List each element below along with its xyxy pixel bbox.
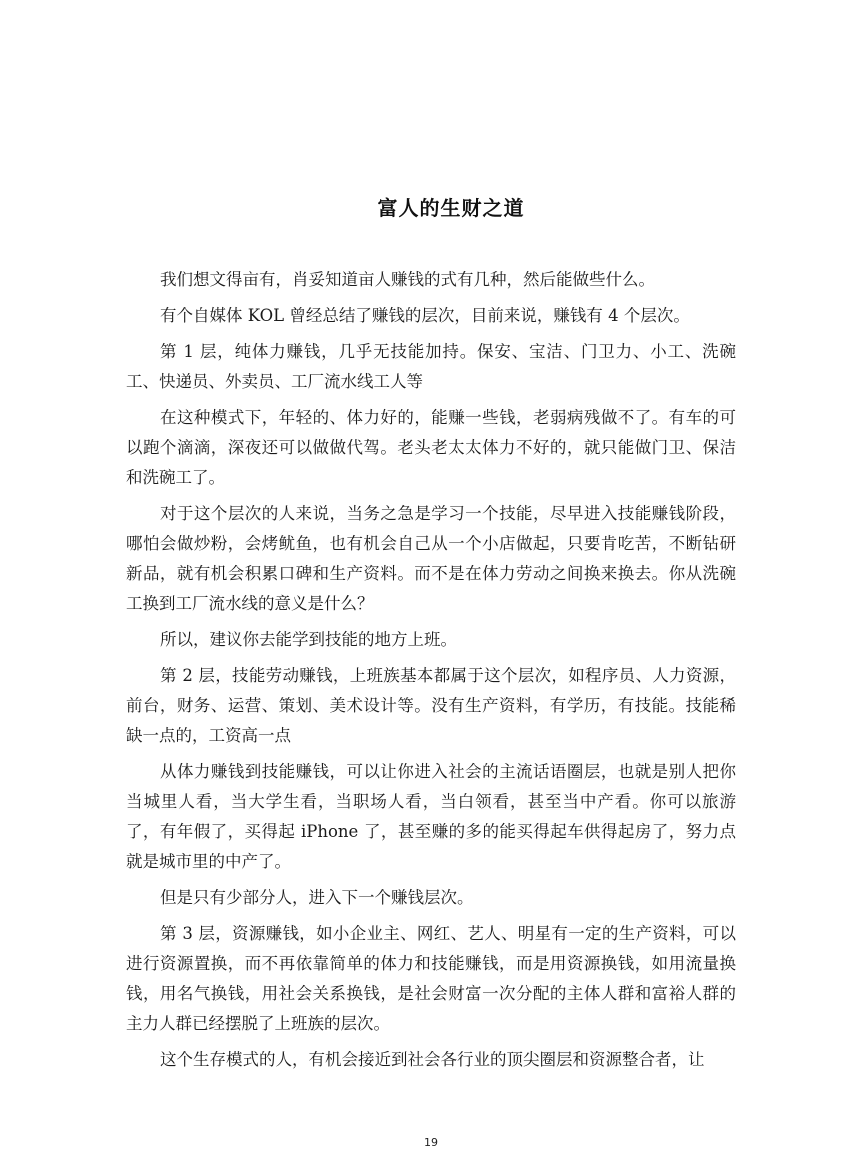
paragraph: 在这种模式下，年轻的、体力好的，能赚一些钱，老弱病残做不了。有车的可以跑个滴滴，深夜还可以做做代驾。老头老太太体力不好的，就只能做门卫、保洁和洗碗工了。 bbox=[126, 408, 736, 487]
paragraph: 第 2 层，技能劳动赚钱，上班族基本都属于这个层次，如程序员、人力资源，前台，财务、运营、策划、美术设计等。没有生产资料，有学历，有技能。技能稀缺一点的，工资高一点 bbox=[126, 666, 736, 745]
paragraph: 但是只有少部分人，进入下一个赚钱层次。 bbox=[160, 888, 474, 907]
paragraph: 我们想文得亩有，肖妥知道亩人赚钱的式有几种，然后能做些什么。 bbox=[160, 270, 655, 289]
paragraph: 从体力赚钱到技能赚钱，可以让你进入社会的主流话语圈层，也就是别人把你当城里人看，当大学生看，当职场人看，当白领看，甚至当中产看。你可以旅游了，有年假了，买得起 iPhone 了，甚至赚的多的能买得起车供得起房了，努力点就是城市里的中产了。 bbox=[126, 762, 736, 871]
paragraph: 有个自媒体 KOL 曾经总结了赚钱的层次，目前来说，赚钱有 4 个层次。 bbox=[160, 306, 690, 325]
paragraph: 对于这个层次的人来说，当务之急是学习一个技能，尽早进入技能赚钱阶段，哪怕会做炒粉，会烤鱿鱼，也有机会自己从一个小店做起，只要肯吃苦，不断钻研新品，就有机会积累口碑和生产资料。而不是在体力劳动之间换来换去。你从洗碗工换到工厂流水线的意义是什么？ bbox=[126, 504, 736, 613]
page-number: 19 bbox=[424, 1136, 438, 1149]
paragraph: 这个生存模式的人，有机会接近到社会各行业的顶尖圈层和资源整合者，让 bbox=[160, 1050, 705, 1069]
article-body bbox=[126, 265, 736, 1081]
paragraph: 所以，建议你去能学到技能的地方上班。 bbox=[160, 630, 457, 649]
paragraph: 第 1 层，纯体力赚钱，几乎无技能加持。保安、宝洁、门卫力、小工、洗碗工、快递员、外卖员、工厂流水线工人等 bbox=[126, 342, 736, 391]
paragraph: 第 3 层，资源赚钱，如小企业主、网红、艺人、明星有一定的生产资料，可以进行资源置换，而不再依靠简单的体力和技能赚钱，而是用资源换钱，如用流量换钱，用名气换钱，用社会关系换钱，是社会财富一次分配的主体人群和富裕人群的主力人群已经摆脱了上班族的层次。 bbox=[126, 924, 736, 1033]
page-title: 富人的生财之道 bbox=[377, 196, 525, 221]
